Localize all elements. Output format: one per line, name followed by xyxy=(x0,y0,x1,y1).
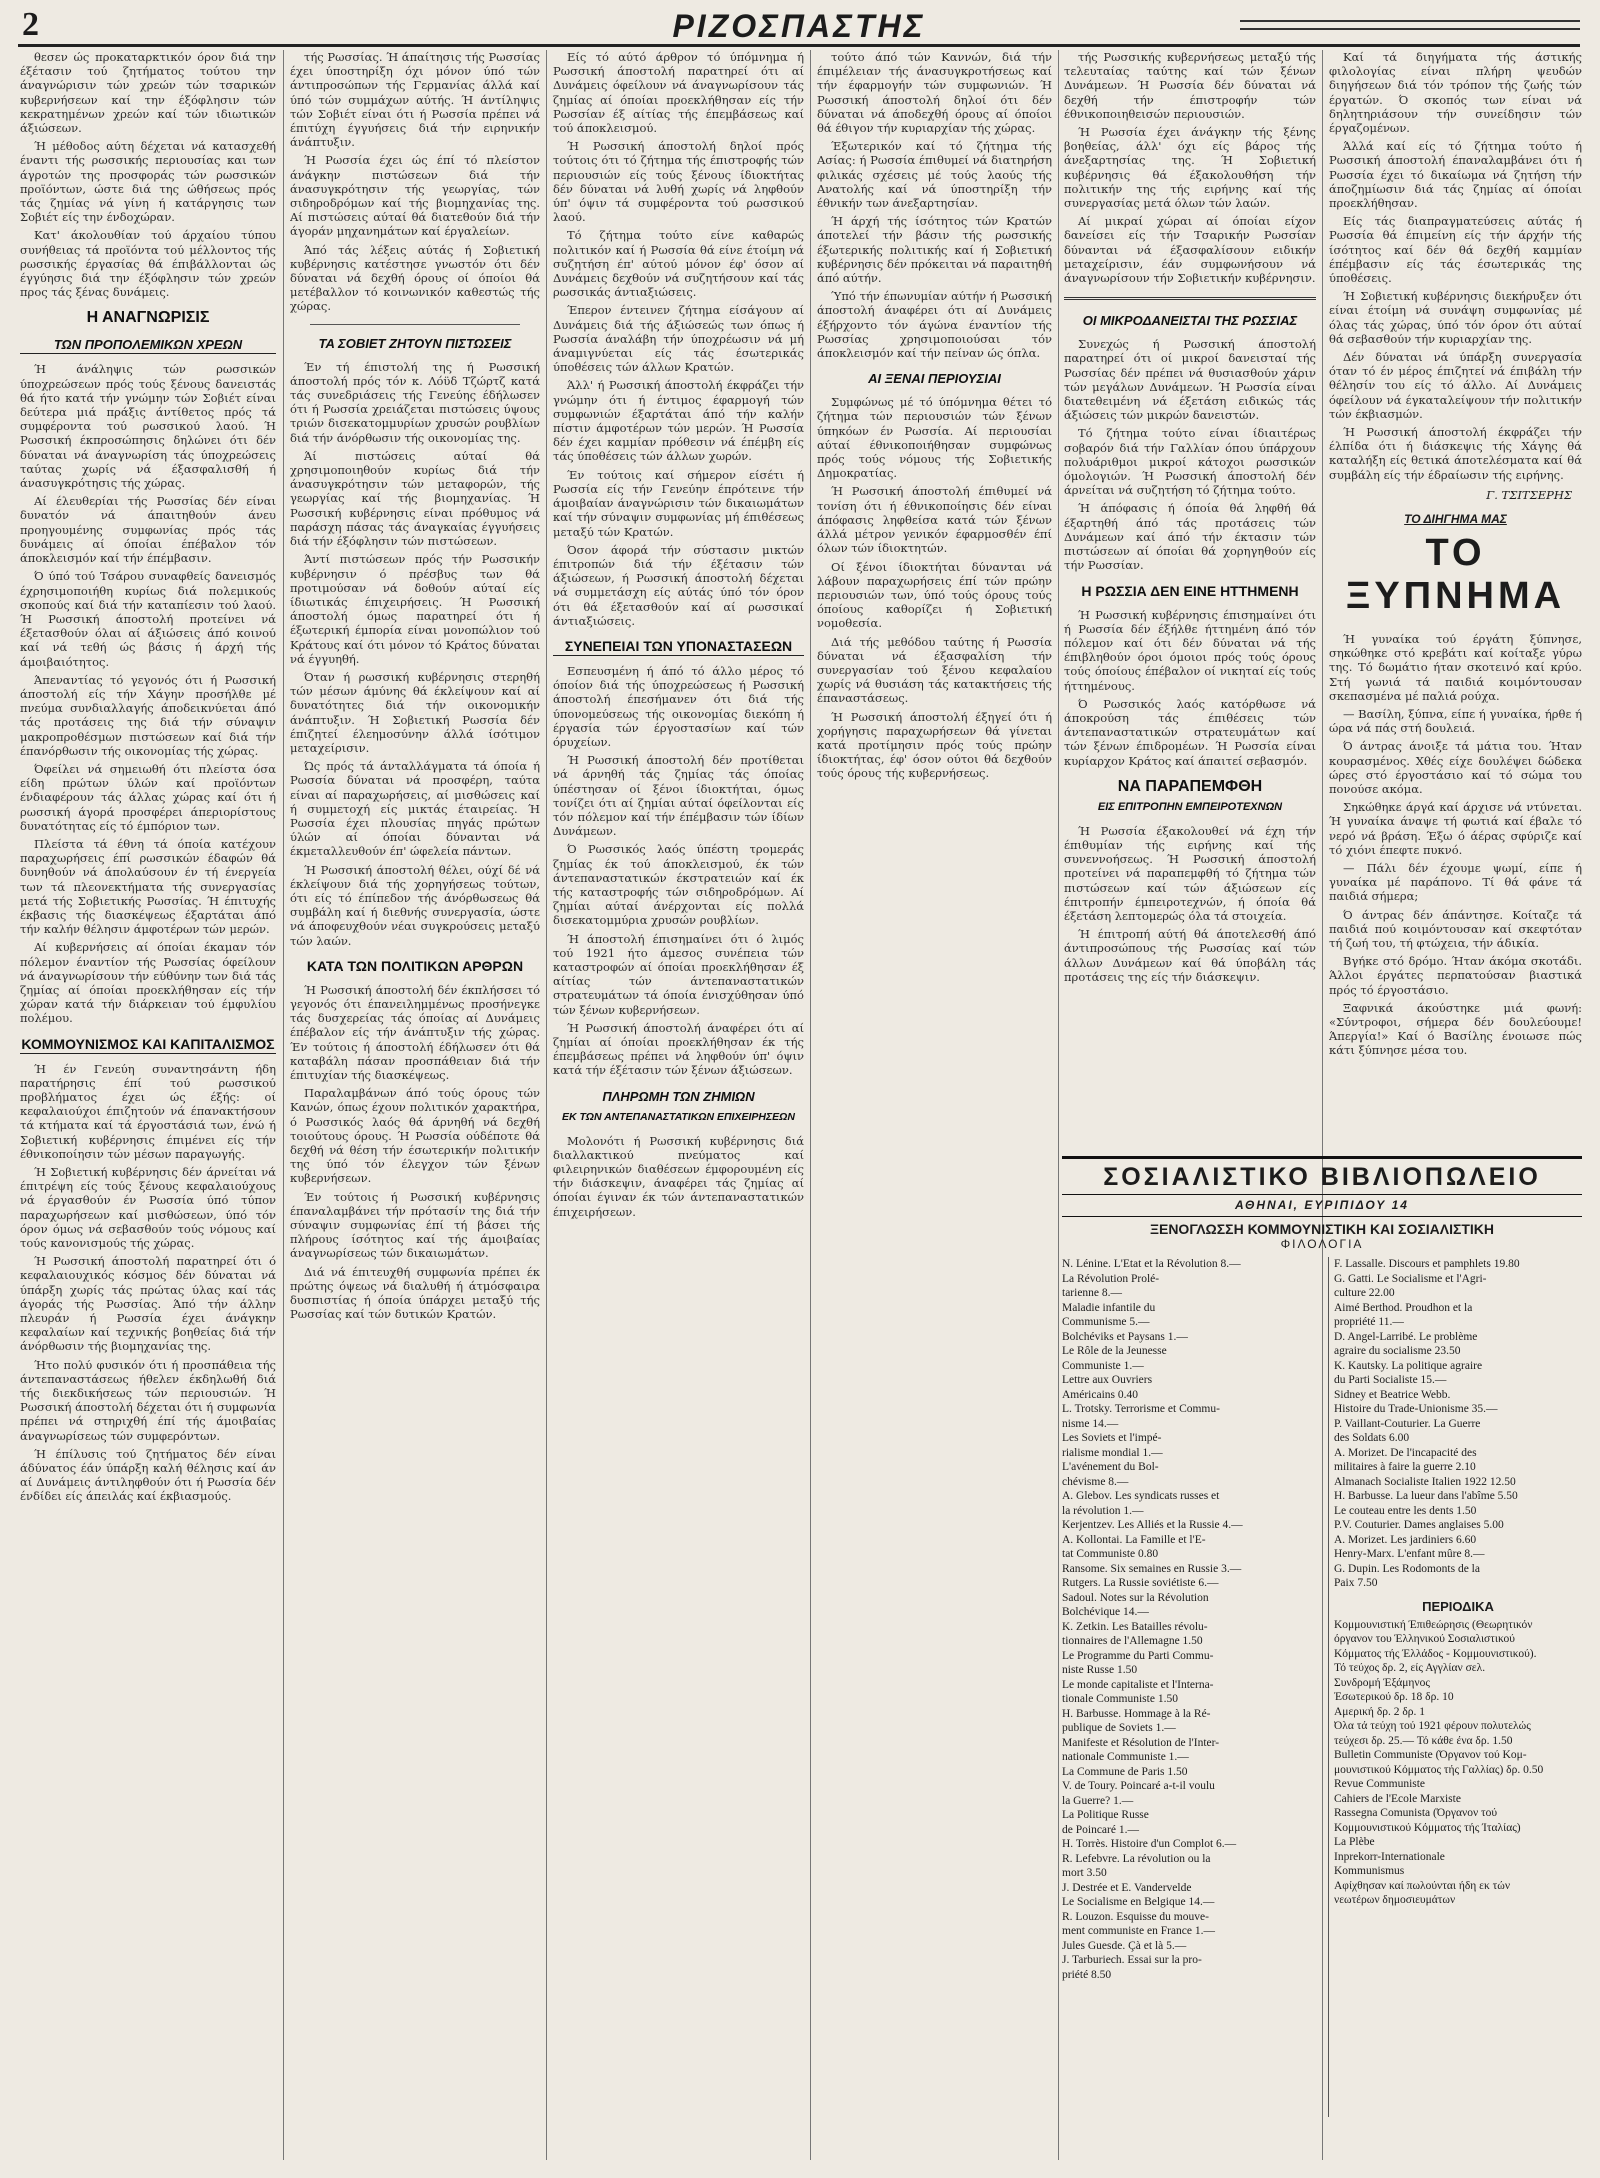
paragraph: Τό ζήτημα τούτο είναι ίδιαιτέρως σοβαρόν διά τήν Γαλλίαν όπου ύπάρχουν πολυάριθμοι μικροί κάτοχοι ρωσσικών όμολογιών. Ή Ρωσσική άποστολή δέν άρνείται νά συζητήση τό ζήτημα τούτο. xyxy=(1064,426,1316,498)
paragraph: τής Ρωσσίας. Ή άπαίτησις τής Ρωσσίας έχει ύποστηρίξη όχι μόνον ύπό τών άντιπροσώπων τής Γερμανίας άλλά καί ύπό τών συμμάχων αύτής. Ή άντίληψις τών Σοβιέτ είναι ότι ή Ρωσσία πρέπει νά έπιτύχη έγγυήσεις διά τήν ειρηνικήν άνάπτυξιν. xyxy=(290,50,540,150)
book-list-right xyxy=(1334,1257,1582,1908)
catalogue-entry: H. Barbusse. La lueur dans l'abîme 5.50 xyxy=(1334,1490,1518,1502)
newspaper-title: ΡΙΖΟΣΠΑΣΤΗΣ xyxy=(672,8,926,44)
advert-subtitle-2: ΦΙΛΟΛΟΓΙΑ xyxy=(1280,1237,1364,1251)
article-text-block xyxy=(20,1062,276,1504)
column-rule xyxy=(810,50,811,2160)
paragraph: Ήτο πολύ φυσικόν ότι ή προσπάθεια τής άντεπαναστάσεως ήθελεν έκδηλωθή διά τής διεκδικήσεως τών περιουσιών. Ή Ρωσσική άποστολή δέχεται ότι ή συμφωνία πρέπει νά στηριχθή έπί τής άμοιβαίας άναγνωρίσεως τών συμφερόντων. xyxy=(20,1357,276,1443)
catalogue-entry: Τό τεύχος δρ. 2, είς Αγγλίαν σελ. xyxy=(1334,1662,1486,1674)
book-list-right-items xyxy=(1334,1257,1582,1591)
catalogue-entry: R. Louzon. Esquisse du mouve- xyxy=(1062,1910,1209,1923)
catalogue-entry: des Soldats 6.00 xyxy=(1334,1432,1410,1444)
paragraph: Ώς πρός τά άνταλλάγματα τά όποία ή Ρωσσία δύναται νά προσφέρη, ταύτα είναι αί παραχωρήσεις, αί μισθώσεις καί ή συμμετοχή είς μικτάς έταιρείας. Ή Ρωσσία έχει πλουσίας πηγάς πρώτων ύλών αί όποίαι δύνανται νά έκμεταλλευθούν έπ' ώφελεία πάντων. xyxy=(290,759,540,859)
catalogue-entry: F. Lassalle. Discours et pamphlets 19.80 xyxy=(1334,1258,1520,1270)
paragraph: Αί έλευθερίαι τής Ρωσσίας δέν είναι δυνατόν νά άπαιτηθούν άνευ προηγουμένης συμφωνίας πρός τάς δυνάμεις αί όποίαι έπέβαλον τόν άποκλεισμόν καί τήν έπέμβασιν. xyxy=(20,494,276,566)
article-text-block xyxy=(1064,337,1316,572)
story-title: ΤΟ ΞΥΠΝΗΜΑ xyxy=(1345,531,1566,617)
heading-soviets-credits: ΤΑ ΣΟΒΙΕΤ ΖΗΤΟΥΝ ΠΙΣΤΩΣΕΙΣ xyxy=(318,335,512,351)
catalogue-entry: Sadoul. Notes sur la Révolution xyxy=(1062,1591,1209,1604)
paragraph: Ή Σοβιετική κυβέρνησις διεκήρυξεν ότι είναι έτοίμη νά συνάψη συμφωνίας μέ όλας τάς χώρας, ύπό τόν όρον ότι αύταί θά σεβασθούν τήν κυριαρχίαν της. xyxy=(1329,289,1582,346)
catalogue-entry: chévisme 8.— xyxy=(1062,1475,1129,1488)
catalogue-entry: L. Trotsky. Terrorisme et Commu- xyxy=(1062,1403,1220,1415)
article-text-block xyxy=(290,983,540,1322)
heading-referral: ΝΑ ΠΑΡΑΠΕΜΦΘΗ xyxy=(1117,777,1263,795)
catalogue-entry: G. Dupin. Les Rodomonts de la xyxy=(1334,1562,1480,1575)
catalogue-entry: A. Kollontai. La Famille et l'E- xyxy=(1062,1533,1206,1546)
paragraph: Ή γυναίκα τού έργάτη ξύπνησε, σηκώθηκε στό κρεβάτι καί κοίταξε γύρω της. Τό δωμάτιο ήταν σκοτεινό καί κρύο. Στή γωνιά τά παιδιά κοιμόντουσαν σκεπασμένα μέ παλιά ρούχα. xyxy=(1329,631,1582,703)
advert-subtitle: ΞΕΝΟΓΛΩΣΣΗ ΚΟΜΜΟΥΝΙΣΤΙΚΗ ΚΑΙ ΣΟΣΙΑΛΙΣΤΙΚΗ xyxy=(1062,1216,1582,1237)
catalogue-entry: Αμερική δρ. 2 δρ. 1 xyxy=(1334,1705,1426,1718)
story-kicker: ΤΟ ΔΙΗΓΗΜΑ ΜΑΣ xyxy=(1404,511,1507,526)
catalogue-entry: nationale Communiste 1.— xyxy=(1062,1751,1189,1763)
catalogue-entry: Rutgers. La Russie soviétiste 6.— xyxy=(1062,1577,1219,1589)
paragraph: Ή Ρωσσική άποστολή έπιθυμεί νά τονίση ότι ή έθνικοποίησις δέν είναι άπόφασις ληφθείσα κατά τών ξένων άλλά μέτρον γενικόν έφαρμοσθέν έπί όλων τών ίδιοκτητών. xyxy=(817,484,1052,556)
catalogue-entry: Kerjentzev. Les Alliés et la Russie 4.— xyxy=(1062,1519,1243,1531)
catalogue-entry: όργανον του Έλληνικού Σοσιαλιστικού xyxy=(1334,1633,1515,1645)
column-1 xyxy=(20,50,276,2160)
catalogue-entry: publique de Soviets 1.— xyxy=(1062,1722,1176,1734)
paragraph: Οί ξένοι ίδιοκτήται δύνανται νά λάβουν παραχωρήσεις έπί τών πρώην περιουσιών των, ύπό τούς όρους τούς όποίους καθορίζει ή Σοβιετική νομοθεσία. xyxy=(817,559,1052,631)
paragraph: Ή Ρωσσία έξακολουθεί νά έχη τήν έπιθυμίαν τής ειρήνης καί τής συνεννοήσεως. Ή Ρωσσική άποστολή προτείνει νά παραπεμφθή τό ζήτημα τών πιστώσεων καί τών άξιώσεων είς έπιτροπήν έμπειροτεχνών, ή όποία θά έξετάση λεπτομερώς όλα τά στοιχεία. xyxy=(1064,823,1316,923)
paragraph: Ή Ρωσσική άποστολή άναφέρει ότι αί ζημίαι αί όποίαι προεκλήθησαν έκ τής έπεμβάσεως πρέπει νά ληφθούν ύπ' όψιν κατά τήν έξέτασιν τών ξένων άξιώσεων. xyxy=(553,1020,804,1078)
paragraph: Ή Ρωσσία έχει άνάγκην τής ξένης βοηθείας, άλλ' όχι είς βάρος τής άνεξαρτησίας της. Ή Σοβιετική κυβέρνησις θά έξακολουθήση τήν πολιτικήν της τής ειρήνης καί τής συνεργασίας μετά όλων τών λαών. xyxy=(1064,125,1316,211)
catalogue-entry: A. Morizet. Les jardiniers 6.60 xyxy=(1334,1533,1477,1546)
paragraph: Ό άντρας δέν άπάντησε. Κοίταζε τά παιδιά πού κοιμόντουσαν καί σκεφτόταν τή ζωή του, τή φτώχεια, τήν άδικία. xyxy=(1329,907,1582,950)
catalogue-entry: culture 22.00 xyxy=(1334,1287,1395,1299)
catalogue-entry: H. Barbusse. Hommage à la Ré- xyxy=(1062,1707,1211,1720)
article-text-block xyxy=(817,395,1052,780)
article-text-block xyxy=(1064,824,1316,984)
catalogue-entry: Le Rôle de la Jeunesse xyxy=(1062,1345,1167,1357)
paragraph: Ύπό τήν έπωνυμίαν αύτήν ή Ρωσσική άποστολή άναφέρει ότι αί Δυνάμεις έξήρχοντο τόν άγώνα έναντίον τής Ρωσσίας χρησιμοποιούσαι τόν άποκλεισμόν καί τήν πείναν ώς όπλα. xyxy=(817,289,1052,361)
paragraph: Έν τούτοις καί σήμερον είσέτι ή Ρωσσία είς τήν Γενεύην έπρότεινε τήν άμοιβαίαν άναγνώρισιν τών δικαιωμάτων καί τήν σύναψιν συμφωνίας μή έπιθέσεως μεταξύ τών Κρατών. xyxy=(553,467,804,539)
column-4 xyxy=(817,50,1052,2160)
paragraph: Είς τάς διαπραγματεύσεις αύτάς ή Ρωσσία θά έπιμείνη είς τήν άρχήν τής ίσότητος καί δέν θά δεχθή καμμίαν έπέμβασιν είς τάς έσωτερικάς της ύποθέσεις. xyxy=(1329,214,1582,286)
paragraph: Τό ζήτημα τούτο είνε καθαρώς πολιτικόν καί ή Ρωσσία θά είνε έτοίμη νά συζητήση έπ' αύτού μόνον έφ' όσον αί Δυνάμεις δεχθούν νά συζητήσουν καί τάς ρωσσικάς άντιαξιώσεις. xyxy=(553,228,804,300)
catalogue-entry: Συνδρομή Έξάμηνος xyxy=(1334,1676,1430,1689)
catalogue-entry: Américains 0.40 xyxy=(1062,1388,1139,1401)
catalogue-entry: Almanach Socialiste Italien 1922 12.50 xyxy=(1334,1475,1516,1488)
paragraph: Κατ' άκολουθίαν τού άρχαίου τύπου συνήθειας τά προϊόντα τού μέλλοντος τής ρωσσικής έργασίας θά έπιβάλλονται ώς έγγύησις διά την έξόφλησιν τών χρεών προς τάς ξένας δυνάμεις. xyxy=(20,228,276,300)
column-6 xyxy=(1329,50,1582,1145)
paragraph: Μολονότι ή Ρωσσική κυβέρνησις διά διαλλακτικού πνεύματος καί φιλειρηνικών διαθέσεων έμφορουμένη είς τήν διάσκεψιν, άναφέρει τάς ζημίας αί όποίαι έγιναν έκ τών άντεπαναστατικών έπιχειρήσεων. xyxy=(553,1133,804,1219)
catalogue-entry: Inprekorr-Internationale xyxy=(1334,1850,1445,1863)
paragraph: Πλείστα τά έθνη τά όποία κατέχουν παραχωρήσεις έπί ρωσσικών έδαφών θά δυνηθούν νά άπολαύσουν έν τή ένεργεία των τά πλεονεκτήματα τής συνεργασίας μετά τής Σοβιετικής Ρωσσίας. Ή έπιτυχής έκβασις τής διασκέψεως έξαρτάται άπό τήν καλήν θέλησιν άμφοτέρων τών μερών. xyxy=(20,836,276,937)
paragraph: Άλλ' ή Ρωσσική άποστολή έκφράζει τήν γνώμην ότι ή έντιμος έφαρμογή τών συμφωνιών έξαρτάται άπό τήν καλήν πίστιν άμφοτέρων τών μερών. Ή Ρωσσία δέν έχει καμμίαν πρόθεσιν νά έπέμβη είς τάς ύποθέσεις τών άλλων χωρών. xyxy=(553,378,804,464)
paragraph: Όφείλει νά σημειωθή ότι πλείστα όσα είδη πρώτων ύλών καί προϊόντων ένδιαφέρουν τάς άλλας χώρας καί ότι ή ρωσσική άγορά προσφέρει άπεριορίστους δυνατότητας είς τό έμπόριον των. xyxy=(20,761,276,833)
catalogue-entry: rialisme mondial 1.— xyxy=(1062,1446,1163,1459)
catalogue-entry: Bolchéviks et Paysans 1.— xyxy=(1062,1330,1188,1343)
paragraph: Ή μέθοδος αύτη δέχεται νά κατασχεθή έναντι τής ρωσσικής περιουσίας και των άγροτών της προσφοράς τών ρωσσικών προϊόντων, ώστε διά της ώθήσεως πρός τάς ζημίας νά γίνη ή κατάργησις των Σοβιέτ είς την ένδοχώραν. xyxy=(20,139,276,225)
catalogue-entry: propriété 11.— xyxy=(1334,1316,1404,1328)
paragraph: Όσον άφορά τήν σύστασιν μικτών έπιτροπών διά τήν έξέτασιν τών άξιώσεων, ή Ρωσσική άποστολή δέχεται νά συμμετάσχη είς αύτάς ύπό τόν όρον ότι θά έξετασθούν καί αί ρωσσικαί άντιαξιώσεις. xyxy=(553,542,804,628)
heading-recognition: Η ΑΝΑΓΝΩΡΙΣΙΣ xyxy=(86,309,210,327)
paragraph: Όταν ή ρωσσική κυβέρνησις στερηθή τών μέσων άμύνης θά έκλείψουν καί αί δυνατότητες διά τήν οικονομικήν άνάπτυξιν. Ή Σοβιετική Ρωσσία δέν έπιζητεί έλεημοσύνην άλλά ίσότιμον μεταχείρισιν. xyxy=(290,669,540,755)
paragraph: Ό άντρας άνοιξε τά μάτια του. Ήταν κουρασμένος. Χθές είχε δουλέψει δώδεκα ώρες στό έργοστάσιο καί τό σώμα του πονούσε ακόμα. xyxy=(1329,739,1582,796)
catalogue-entry: G. Gatti. Le Socialisme et l'Agri- xyxy=(1334,1272,1487,1285)
catalogue-entry: ment communiste en France 1.— xyxy=(1062,1925,1215,1937)
paragraph: Ό Ρωσσικός λαός ύπέστη τρομεράς ζημίας έκ τού άποκλεισμού, έκ τών άντεπαναστατικών έκστρατειών καί έκ τής καταστροφής τών σιδηροδρόμων. Αί ζημίαι αύταί άνέρχονται είς πολλά δισεκατομμύρια χρυσών ρουβλίων. xyxy=(553,842,804,928)
catalogue-entry: tionnaires de l'Allemagne 1.50 xyxy=(1062,1635,1203,1647)
paragraph: Διά νά έπιτευχθή συμφωνία πρέπει έκ πρώτης όψεως νά διαλυθή ή άτμόσφαιρα δυσπιστίας ή όποία ύπάρχει μεταξύ τής Ρωσσίας καί τών δυτικών Κρατών. xyxy=(290,1264,540,1322)
catalogue-entry: P. Vaillant-Couturier. La Guerre xyxy=(1334,1417,1481,1430)
catalogue-entry: La Révolution Prolé- xyxy=(1062,1272,1160,1285)
paragraph: Ή άποστολή έπισημαίνει ότι ό λιμός τού 1921 ήτο άμεσος συνέπεια τών καταστροφών αί όποίαι προεκλήθησαν έξ αίτίας τών άντεπαναστατικών στρατευμάτων τά όποία ένισχύθησαν ύπό τών ξένων κυβερνήσεων. xyxy=(553,931,804,1017)
catalogue-entry: Communiste 1.— xyxy=(1062,1359,1144,1372)
catalogue-entry: V. de Toury. Poincaré a-t-il voulu xyxy=(1062,1780,1215,1792)
catalogue-entry: Communisme 5.— xyxy=(1062,1316,1150,1328)
article-text-block xyxy=(1064,50,1316,285)
catalogue-entry: la Guerre? 1.— xyxy=(1062,1794,1134,1807)
paragraph: Ή Ρωσσική άποστολή δέν έκπλήσσει τό γεγονός ότι έπανειλημμένως προσήνεγκε τάς δυσχερείας τάς όποίας αί Δυνάμεις έπέβαλον είς τήν άνάπτυξιν τής χώρας. Έν τούτοις ή άποστολή έδήλωσεν ότι θά καταβάλη πάσαν προσπάθειαν διά τήν έπιτυχίαν τής διασκέψεως. xyxy=(290,982,540,1082)
catalogue-entry: Lettre aux Ouvriers xyxy=(1062,1374,1153,1386)
paragraph: Έξωτερικόν καί τό ζήτημα τής Ασίας: ή Ρωσσία έπιθυμεί νά διατηρήση φιλικάς σχέσεις μέ τούς λαούς τής Ανατολής καί νά ύποστηρίξη τήν έθνικήν των άνεξαρτησίαν. xyxy=(817,139,1052,211)
catalogue-entry: tat Communiste 0.80 xyxy=(1062,1548,1159,1560)
column-3 xyxy=(553,50,804,2160)
catalogue-entry: Κόμματος τής Έλλάδος - Κομμουνιστικού). xyxy=(1334,1647,1537,1660)
catalogue-entry: Jules Guesde. Çà et là 5.— xyxy=(1062,1939,1187,1952)
divider xyxy=(1064,297,1316,300)
masthead xyxy=(18,6,1580,47)
heading-compensation: ΠΛΗΡΩΜΗ ΤΩΝ ΖΗΜΙΩΝ xyxy=(602,1088,755,1104)
catalogue-entry: N. Lénine. L'Etat et la Révolution 8.— xyxy=(1062,1258,1241,1270)
heading-prewar-debts: ΤΩΝ ΠΡΟΠΟΛΕΜΙΚΩΝ ΧΡΕΩΝ xyxy=(20,336,276,354)
paragraph: Έπερον έντεινεν ζήτημα είσάγουν αί Δυνάμεις διά τής άξιώσεώς των όπως ή Ρωσσία άναλάβη τήν ύποχρέωσιν νά μή άναμιγνύεται είς τάς έσωτερικάς ύποθέσεις τών άλλων Κρατών. xyxy=(553,303,804,375)
column-rule xyxy=(1058,50,1059,2160)
paragraph: Είς τό αύτό άρθρον τό ύπόμνημα ή Ρωσσική άποστολή παρατηρεί ότι αί Δυνάμεις όφείλουν νά άναγνωρίσουν τάς ζημίας αί όποίαι προεκλήθησαν είς τήν Ρωσσίαν έξ αίτίας τής έπεμβάσεως καί τού άποκλεισμού. xyxy=(553,50,804,136)
paragraph: Έν τούτοις ή Ρωσσική κυβέρνησις έπαναλαμβάνει τήν πρότασίν της διά τήν σύναψιν συμφωνίας έπί τή βάσει τής πλήρους ίσότητος καί τής άμοιβαίας άναγνωρίσεως τών δικαιωμάτων. xyxy=(290,1189,540,1261)
paragraph: τούτο άπό τών Καννών, διά τήν έπιμέλειαν τής άνασυγκροτήσεως καί τήν έφαρμογήν τών συμφωνιών. Ή Ρωσσική άποστολή δηλοί ότι δέν δύναται νά άποδεχθή όρους αί όποίοι θά έθιγον τήν κυριαρχίαν τής χώρας. xyxy=(817,50,1052,136)
catalogue-entry: nisme 14.— xyxy=(1062,1417,1119,1430)
catalogue-entry: Histoire du Trade-Unionisme 35.— xyxy=(1334,1403,1498,1415)
paragraph: Αί κυβερνήσεις αί όποίαι έκαμαν τόν πόλεμον έναντίον τής Ρωσσίας όφείλουν νά άναγνωρίσουν τήν εύθύνην των διά τάς ζημίας αί όποίαι προεκλήθησαν είς τήν χώραν κατά τήν διάρκειαν τού έμφυλίου πολέμου. xyxy=(20,940,276,1026)
article-text-block xyxy=(20,50,276,299)
heading-small-states: ΟΙ ΜΙΚΡΟΔΑΝΕΙΣΤΑΙ ΤΗΣ ΡΩΣΣΙΑΣ xyxy=(1082,313,1298,329)
catalogue-entry: tarienne 8.— xyxy=(1062,1287,1123,1299)
catalogue-entry: μουνιστικού Κόμματος τής Γαλλίας) δρ. 0.50 xyxy=(1334,1763,1544,1776)
article-text-block xyxy=(553,664,804,1078)
article-text-block xyxy=(553,50,804,374)
paragraph: Ή Ρωσσία έχει ώς έπί τό πλείστον άνάγκην πιστώσεων διά τήν άνασυγκρότησιν τής γεωργίας, τών σιδηροδρόμων καί τής βιομηχανίας της. Αί πιστώσεις αύταί θά διατεθούν διά τήν άγοράν μηχανημάτων καί έργαλείων. xyxy=(290,153,540,239)
catalogue-entry: Bolchévique 14.— xyxy=(1062,1606,1149,1618)
paragraph: Ή Ρωσσική άποστολή θέλει, ούχί δέ νά έκλείψουν διά τής χορηγήσεως τούτων, ότι είς τό έπίπεδον τής άνόρθωσεως θά συμβάλη καί ή διεθνής συνεργασία, ώστε νά άποφευχθούν νέαι συγκρούσεις μεταξύ τών λαών. xyxy=(290,862,540,948)
catalogue-entry: Le monde capitaliste et l'Interna- xyxy=(1062,1678,1214,1691)
heading-consequences: ΣΥΝΕΠΕΙΑΙ ΤΩΝ ΥΠΟΝΑΣΤΑΣΕΩΝ xyxy=(553,638,804,656)
paragraph: Παραλαμβάνων άπό τούς όρους τών Κανών, όπως έχουν πολιτικόν χαρακτήρα, ό Ρωσσικός λαός θά άρνηθή νά δεχθή τοιούτους όρους. Ή Ρωσσία ούδέποτε θά δεχθή νά θέση τήν έσωτερικήν πολιτικήν της ύπό τόν έλεγχον τών ξένων κυβερνήσεων. xyxy=(290,1086,540,1186)
catalogue-entry: Henry-Marx. L'enfant mûre 8.— xyxy=(1334,1548,1485,1560)
catalogue-entry: La Plèbe xyxy=(1334,1836,1375,1848)
paragraph: Συνεχώς ή Ρωσσική άποστολή παρατηρεί ότι οί μικροί δανεισταί τής Ρωσσίας δέν πρέπει νά θυσιασθούν χάριν τών μεγάλων Δυνάμεων. Ή Ρωσσία είναι διατεθειμένη νά έξετάση ειδικώς τάς άξιώσεις τών μικρών δανειστών. xyxy=(1064,337,1316,423)
catalogue-entry: J. Tarburiech. Essai sur la pro- xyxy=(1062,1954,1202,1966)
paragraph: Δέν δύναται νά ύπάρξη συνεργασία όταν τό έν μέρος έπιζητεί νά έπιβάλη τήν θέλησίν του είς τό άλλο. Αί Δυνάμεις όφείλουν νά έγκαταλείψουν τήν πολιτικήν τών έκβιασμών. xyxy=(1329,350,1582,421)
catalogue-entry: Le couteau entre les dents 1.50 xyxy=(1334,1504,1477,1517)
heading-referral-sub: ΕΙΣ ΕΠΙΤΡΟΠΗΝ ΕΜΠΕΙΡΟΤΕΧΝΩΝ xyxy=(1097,800,1283,813)
catalogue-entry: Κομμουνιστική Έπιθεώρησις (Θεωρητικόν xyxy=(1334,1618,1533,1631)
catalogue-entry: Paix 7.50 xyxy=(1334,1577,1378,1589)
catalogue-entry: agraire du socialisme 23.50 xyxy=(1334,1345,1461,1357)
paragraph: Ή Σοβιετική κυβέρνησις δέν άρνείται νά έπιτρέψη είς τούς ξένους κεφαλαιούχους νά έργασθούν έν Ρωσσία ύπό τύπον παραχωρήσεων καί μισθώσεων, ύπό τόν όρον όμως νά σεβασθούν τούς νόμους καί τούς κανονισμούς τής χώρας. xyxy=(20,1165,276,1251)
article-text-block xyxy=(290,50,540,314)
catalogue-entry: Bulletin Communiste (Όργανον τού Κομ- xyxy=(1334,1749,1527,1761)
column-2 xyxy=(290,50,540,2160)
paragraph: Άλλά καί είς τό ζήτημα τούτο ή Ρωσσική άποστολή έπαναλαμβάνει ότι ή Ρωσσία έχει τό δικαίωμα νά ζητήση τήν άποζημίωσιν διά τάς ζημίας αί όποίαι προεκλήθησαν. xyxy=(1329,139,1582,211)
catalogue-entry: τεύχεσι δρ. 25.— Τό κάθε ένα δρ. 1.50 xyxy=(1334,1734,1513,1747)
paragraph: Ή άρχή τής ίσότητος τών Κρατών άποτελεί τήν βάσιν τής ρωσσικής έξωτερικής πολιτικής καί ή Σοβιετική κυβέρνησις δέν πρόκειται νά παραιτηθή άπό αύτήν. xyxy=(817,214,1052,286)
paragraph: Ή άνάληψις τών ρωσσικών ύποχρεώσεων πρός τούς ξένους δανειστάς θά ήτο κατά τήν γνώμην τών Σοβιέτ είναι δεύτερα μιά πράξις άντίθετος πρός τά συμφέροντα τού ρωσσικού λαού. Ή Ρωσσική έκπροσώπησις δηλώνει ότι δέν δύναται νά άναγνωρίση τάς ύποχρεώσεις ταύτας χωρίς νά έξασφαλισθή ή άνασυγκρότησις τής χώρας. xyxy=(20,362,276,491)
paragraph: Άντί πιστώσεων πρός τήν Ρωσσικήν κυβέρνησιν ό πρέσβυς των θά προτιμούσαν νά δοθούν αύταί είς ίδιωτικάς έπιχειρήσεις. Ή Ρωσσική άποστολή όμως παρατηρεί ότι ή έξωτερική έμπορία είναι μονοπώλιον τού Κράτους καί ότι μόνον τό Κράτος δύναται νά έγγυηθή. xyxy=(290,552,540,666)
catalogue-entry: Manifeste et Résolution de l'Inter- xyxy=(1062,1736,1220,1749)
catalogue-entry: Cahiers de l'Ecole Marxiste xyxy=(1334,1792,1461,1805)
paragraph: Συμφώνως μέ τό ύπόμνημα θέτει τό ζήτημα τών περιουσιών τών ξένων ύπηκόων έν Ρωσσία. Αί περιουσίαι αύταί έθνικοποιήθησαν συμφώνως πρός τούς νόμους τής Σοβιετικής Δημοκρατίας. xyxy=(817,395,1052,481)
paragraph: Καί τά διηγήματα τής άστικής φιλολογίας είναι πλήρη ψευδών διηγήσεων διά τόν τρόπον τής ζωής τών έργατών. Ό σκοπός των είναι νά δηλητηριάσουν τήν συνείδησιν τών έργαζομένων. xyxy=(1329,50,1582,136)
paragraph: Εσπευσμένη ή άπό τό άλλο μέρος τό όποίον διά τής ύποχρεώσεως ή Ρωσσική άποστολή έπεσήμανεν ότι διά τής ύπονομεύσεως τής οικονομίας διεκόπη ή έργασία τών έργοστασίων καί τών όρυχείων. xyxy=(553,663,804,749)
bookshop-advert xyxy=(1062,1156,1582,2156)
catalogue-entry: Κομμουνιστικού Κόμματος τής Ίταλίας) xyxy=(1334,1821,1521,1834)
heading-not-defeated: Η ΡΩΣΣΙΑ ΔΕΝ ΕΙΝΕ ΗΤΤΗΜΕΝΗ xyxy=(1081,582,1299,599)
periodicals-list xyxy=(1334,1618,1582,1908)
article-text-block xyxy=(1329,50,1582,482)
heading-foreign-property: ΑΙ ΞΕΝΑΙ ΠΕΡΙΟΥΣΙΑΙ xyxy=(868,371,1001,387)
divider xyxy=(310,324,520,325)
paragraph: Άπό τάς λέξεις αύτάς ή Σοβιετική κυβέρνησις κατέστησε γνωστόν ότι δέν δύναται νά δεχθή όρους οί όποίοι θά μετέβαλλον τό κοινωνικόν καθεστώς τής χώρας. xyxy=(290,242,540,314)
catalogue-entry: tionale Communiste 1.50 xyxy=(1062,1693,1178,1705)
catalogue-entry: de Poincaré 1.— xyxy=(1062,1823,1139,1836)
catalogue-entry: R. Lefebvre. La révolution ou la xyxy=(1062,1852,1211,1865)
catalogue-entry: Rassegna Comunista (Όργανον τού xyxy=(1334,1807,1498,1819)
column-rule xyxy=(283,50,284,2160)
paragraph: Ή Ρωσσική κυβέρνησις έπισημαίνει ότι ή Ρωσσία δέν έξήλθε ήττημένη άπό τόν πόλεμον καί ότι δέν δύναται νά τής έπιβληθούν όροι όμοιοι πρός τούς όρους τούς όποίους έπέβαλον οί νικηταί είς τούς ήττημένους. xyxy=(1064,607,1316,693)
catalogue-entry: niste Russe 1.50 xyxy=(1062,1664,1138,1676)
paragraph: Διά τής μεθόδου ταύτης ή Ρωσσία δύναται νά έξασφαλίση τήν συνεργασίαν τού ξένου κεφαλαίου χωρίς νά θυσιάση τάς κατακτήσεις τής έπαναστάσεως. xyxy=(817,634,1052,706)
catalogue-entry: L'avénement du Bol- xyxy=(1062,1461,1159,1473)
paragraph: — Πάλι δέν έχουμε ψωμί, είπε ή γυναίκα μέ παράπονο. Τί θά φάνε τά παιδιά σήμερα; xyxy=(1329,860,1582,904)
catalogue-entry: mort 3.50 xyxy=(1062,1867,1107,1879)
book-list-left xyxy=(1062,1257,1324,1982)
catalogue-entry: Αφίχθησαν καί πωλούνται ήδη εκ τών xyxy=(1334,1879,1511,1892)
paragraph: Ή Ρωσσική άποστολή δέν προτίθεται νά άρνηθή τάς ζημίας τάς όποίας ύπέστησαν οί ξένοι ίδιοκτήται, όμως τονίζει ότι αί ζημίαι αύταί όφείλονται είς τόν πόλεμον καί τήν έπέμβασιν τών ίδίων Δυνάμεων. xyxy=(553,753,804,839)
article-text-block xyxy=(1329,632,1582,1058)
catalogue-entry: Les Soviets et l'impé- xyxy=(1062,1432,1162,1444)
masthead-rule xyxy=(1240,20,1580,30)
story-signature: Γ. ΤΣΙΤΣΕΡΗΣ xyxy=(1486,487,1572,502)
paragraph: τής Ρωσσικής κυβερνήσεως μεταξύ τής τελευταίας ταύτης καί τών ξένων Δυνάμεων. Ή Ρωσσία δέν δύναται νά δεχθή τήν έπιστροφήν τών έθνικοποιηθεισών περιουσιών. xyxy=(1064,50,1316,121)
catalogue-entry: H. Torrès. Histoire d'un Complot 6.— xyxy=(1062,1838,1237,1850)
page-number: 2 xyxy=(22,6,39,43)
heading-communism-capitalism: ΚΟΜΜΟΥΝΙΣΜΟΣ ΚΑΙ ΚΑΠΙΤΑΛΙΣΜΟΣ xyxy=(21,1035,275,1052)
heading-political-articles: ΚΑΤΑ ΤΩΝ ΠΟΛΙΤΙΚΩΝ ΑΡΘΡΩΝ xyxy=(306,957,524,974)
column-rule xyxy=(546,50,547,2160)
paragraph: Σηκώθηκε άργά καί άρχισε νά ντύνεται. Ή γυναίκα άναψε τή φωτιά καί έβαλε τό νερό νά βράση. Έξω ό άέρας σφύριζε καί τό χιόνι έπεφτε πυκνό. xyxy=(1329,800,1582,857)
paragraph: Ή έπίλυσις τού ζητήματος δέν είναι άδύνατος έάν ύπάρξη καλή θέλησις καί άν αί Δυνάμεις άντιληφθούν ότι ή Ρωσσία δέν ένδίδει είς άπειλάς καί έκβιασμούς. xyxy=(20,1446,276,1504)
catalogue-entry: Ransome. Six semaines en Russie 3.— xyxy=(1062,1562,1242,1575)
paragraph: θεσεν ώς προκαταρκτικόν όρον διά την έξέτασιν τού ζητήματος τούτου την άναγνώρισιν τών χρεών τών τσαρικών κυβερνήσεων καί την έξόφλησιν τών κεκρατημένων χρεών καί τών ιδιωτικών άξιώσεων. xyxy=(20,50,276,136)
paragraph: Ή Ρωσσική άποστολή έκφράζει τήν έλπίδα ότι ή διάσκεψις τής Χάγης θά καταλήξη είς θετικά άποτελέσματα καί θά συμβάλη είς τήν έδραίωσιν τής ειρήνης. xyxy=(1329,425,1582,482)
paragraph: Αί μικραί χώραι αί όποίαι είχον δανείσει είς τήν Τσαρικήν Ρωσσίαν δύνανται νά έξασφαλίσουν ειδικήν μεταχείρισιν, έάν συμφωνήσουν νά άναγνωρίσουν τήν Σοβιετικήν κυβέρνησιν. xyxy=(1064,214,1316,286)
paragraph: Ό Ρωσσικός λαός κατόρθωσε νά άποκρούση τάς έπιθέσεις τών άντεπαναστατικών στρατευμάτων καί τών ξένων έπιδρομέων. Ή Ρωσσία είναι κυρίαρχον Κράτος καί άπαιτεί σεβασμόν. xyxy=(1064,696,1316,768)
column-5 xyxy=(1064,50,1316,1145)
heading-compensation-sub: ΕΚ ΤΩΝ ΑΝΤΕΠΑΝΑΣΤΑΤΙΚΩΝ ΕΠΙΧΕΙΡΗΣΕΩΝ xyxy=(562,1110,795,1123)
catalogue-entry: La Commune de Paris 1.50 xyxy=(1062,1765,1188,1778)
paragraph: Ή Ρωσσική άποστολή δηλοί πρός τούτοις ότι τό ζήτημα τής έπιστροφής τών περιουσιών είς τούς ξένους ίδιοκτήτας δέν δύναται νά λυθή χωρίς νά ληφθούν ύπ' όψιν τά συμφέροντα τού ρωσσικού λαού. xyxy=(553,139,804,225)
article-text-block xyxy=(1064,608,1316,768)
paragraph: Ή έπιτροπή αύτή θά άποτελεσθή άπό άντιπροσώπους τής Ρωσσίας καί τών άλλων Δυνάμεων καί θά ύποβάλη τάς προτάσεις της είς τήν διάσκεψιν. xyxy=(1064,927,1316,984)
paragraph: Ή έν Γενεύη συναντησάντη ήδη παρατήρησις έπί τού ρωσσικού προβλήματος έχει ώς έξής: οί κεφαλαιούχοι έπιζητούν νά έπανακτήσουν τά κτήματα καί τά έργοστάσιά των, ένώ ή Σοβιετική κυβέρνησις έπιμένει είς τήν έθνικοποίησιν τών μέσων παραγωγής. xyxy=(20,1061,276,1161)
catalogue-entry: Le Programme du Parti Commu- xyxy=(1062,1649,1214,1662)
advert-address: ΑΘΗΝΑΙ, ΕΥΡΙΠΙΔΟΥ 14 xyxy=(1235,1198,1409,1212)
catalogue-entry: K. Kautsky. La politique agraire xyxy=(1334,1359,1483,1372)
catalogue-entry: La Politique Russe xyxy=(1062,1809,1149,1821)
catalogue-entry: A. Glebov. Les syndicats russes et xyxy=(1062,1490,1220,1502)
article-text-block xyxy=(290,360,540,948)
catalogue-entry: Revue Communiste xyxy=(1334,1778,1426,1790)
article-text-block xyxy=(20,362,276,1025)
advert-divider xyxy=(1328,1257,1329,2117)
periodicals-heading: ΠΕΡΙΟΔΙΚΑ xyxy=(1422,1598,1494,1614)
paragraph: Ό ύπό τού Τσάρου συναφθείς δανεισμός έχρησιμοποιήθη κυρίως διά πολεμικούς σκοπούς καί διά τήν καταπίεσιν τού λαού. Ή Ρωσσική άποστολή προτείνει νά έξετασθούν όλαι αί άξιώσεις άπό κοινού καί νά τεθή ώς βάσις ή άρχή τής άμοιβαιότητος. xyxy=(20,569,276,669)
article-text-block xyxy=(553,378,804,627)
paragraph: Έν τή έπιστολή της ή Ρωσσική άποστολή πρός τόν κ. Λόϋδ Τζώρτζ κατά τάς συνεδριάσεις τής Γενεύης έδήλωσεν ότι ή Ρωσσία χρειάζεται πιστώσεις ύψους τριών δισεκατομμυρίων χρυσών ρουβλίων διά τήν άνόρθωσιν τής οικονομίας της. xyxy=(290,359,540,445)
catalogue-entry: priété 8.50 xyxy=(1062,1968,1112,1981)
catalogue-entry: A. Morizet. De l'incapacité des xyxy=(1334,1446,1477,1459)
paragraph: Άί πιστώσεις αύταί θά χρησιμοποιηθούν κυρίως διά τήν άνασυγκρότησιν τών μεταφορών, τής γεωργίας καί τής βιομηχανίας. Ή Ρωσσική κυβέρνησις είναι πρόθυμος νά παράσχη πάσας τάς άναγκαίας έγγυήσεις διά τήν έξόφλησιν τών πιστώσεων. xyxy=(290,448,540,549)
catalogue-entry: Le Socialisme en Belgique 14.— xyxy=(1062,1896,1215,1908)
catalogue-entry: Sidney et Beatrice Webb. xyxy=(1334,1388,1451,1401)
paragraph: Βγήκε στό δρόμο. Ήταν άκόμα σκοτάδι. Άλλοι έργάτες περπατούσαν βιαστικά πρός τό έργοστάσιο. xyxy=(1329,954,1582,997)
catalogue-entry: Aimé Berthod. Proudhon et la xyxy=(1334,1301,1473,1314)
paragraph: Ξαφνικά άκούστηκε μιά φωνή: «Σύντροφοι, σήμερα δέν δουλεύουμε! Άπεργία!» Καί ό Βασίλης ένοιωσε πώς κάτι ξύπνησε μέσα του. xyxy=(1329,1000,1582,1058)
catalogue-entry: D. Angel-Larribé. Le problème xyxy=(1334,1330,1478,1343)
catalogue-entry: νεωτέρων δημοσιευμάτων xyxy=(1334,1894,1456,1906)
catalogue-entry: J. Destrée et E. Vandervelde xyxy=(1062,1881,1192,1894)
catalogue-entry: Όλα τά τεύχη τού 1921 φέρουν πολυτελώς xyxy=(1334,1720,1531,1732)
article-text-block xyxy=(553,1134,804,1219)
catalogue-entry: P.V. Couturier. Dames anglaises 5.00 xyxy=(1334,1519,1504,1531)
catalogue-entry: du Parti Socialiste 15.— xyxy=(1334,1374,1447,1386)
article-text-block xyxy=(817,50,1052,360)
catalogue-entry: Έσωτερικού δρ. 18 δρ. 10 xyxy=(1334,1691,1454,1703)
catalogue-entry: K. Zetkin. Les Batailles révolu- xyxy=(1062,1620,1208,1633)
advert-columns xyxy=(1062,1257,1582,2117)
catalogue-entry: Maladie infantile du xyxy=(1062,1301,1156,1314)
paragraph: Ή Ρωσσική άποστολή παρατηρεί ότι ό κεφαλαιουχικός κόσμος δέν δύναται νά ύπάρξη χωρίς τάς πρώτας ύλας καί τάς άγοράς τής Ρωσσίας. Άπό τήν άλλην πλευράν ή Ρωσσία έχει άνάγκην κεφαλαίων καί τεχνικής βοηθείας διά τήν άνόρθωσιν τής βιομηχανίας της. xyxy=(20,1254,276,1354)
paragraph: Ή Ρωσσική άποστολή έξηγεί ότι ή χορήγησις παραχωρήσεων θά γίνεται κατά προτίμησιν πρός τούς πρώην ίδιοκτήτας, έφ' όσον ούτοι θά δεχθούν τούς όρους τής κυβερνήσεως. xyxy=(817,709,1052,781)
catalogue-entry: la révolution 1.— xyxy=(1062,1504,1144,1517)
paragraph: Ή άπόφασις ή όποία θά ληφθή θά έξαρτηθή άπό τάς προτάσεις τών Δυνάμεων καί άπό τήν έκτασιν τών πιστώσεων αί όποίαι θά χορηγηθούν είς τήν Ρωσσίαν. xyxy=(1064,501,1316,573)
catalogue-entry: Kommunismus xyxy=(1334,1865,1405,1877)
paragraph: — Βασίλη, ξύπνα, είπε ή γυναίκα, ήρθε ή ώρα νά πάς στή δουλειά. xyxy=(1329,706,1582,736)
catalogue-entry: militaires à faire la guerre 2.10 xyxy=(1334,1461,1476,1473)
paragraph: Άπεναντίας τό γεγονός ότι ή Ρωσσική άποστολή είς τήν Χάγην προσήλθε μέ πνεύμα συνδιαλλαγής άποδεικνύεται άπό τάς προτάσεις της διά τήν σύναψιν μακροπροθέσμων πιστώσεων καί διά τήν έπανόρθωσιν τής οικονομίας τής χώρας. xyxy=(20,672,276,758)
advert-title: ΣΟΣΙΑΛΙΣΤΙΚΟ ΒΙΒΛΙΟΠΩΛΕΙΟ xyxy=(1062,1156,1582,1195)
